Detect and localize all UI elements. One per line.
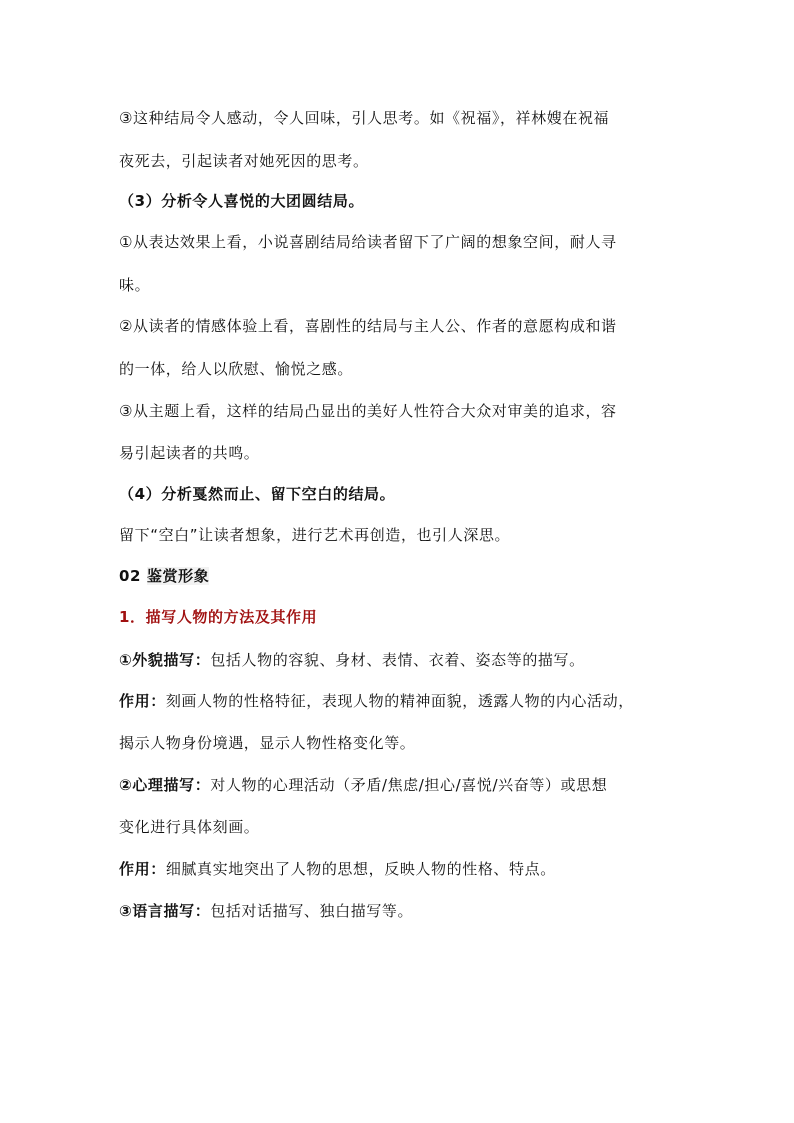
term-label: ③语言描写： <box>119 902 211 920</box>
paragraph-line: 揭示人物身份境遇，显示人物性格变化等。 <box>119 734 416 752</box>
subheading-4: （4）分析戛然而止、留下空白的结局。 <box>119 485 396 503</box>
term-text: 包括人物的容貌、身材、表情、衣着、姿态等的描写。 <box>210 651 585 669</box>
paragraph-line: 的一体，给人以欣慰、愉悦之感。 <box>119 360 354 378</box>
section-number: 02 <box>119 567 142 585</box>
paragraph-line: 易引起读者的共鸣。 <box>119 444 260 462</box>
definition-line <box>119 859 694 879</box>
definition-line <box>119 775 694 795</box>
subsection-heading: 1．描写人物的方法及其作用 <box>119 608 318 626</box>
definition-line <box>119 901 694 921</box>
paragraph-line: ③从主题上看，这样的结局凸显出的美好人性符合大众对审美的追求，容 <box>119 402 617 420</box>
term-label: ②心理描写： <box>119 776 211 794</box>
subheading-3: （3）分析令人喜悦的大团圆结局。 <box>119 192 365 210</box>
paragraph-line: 味。 <box>119 276 151 294</box>
paragraph-line: 变化进行具体刻画。 <box>119 818 260 836</box>
section-heading <box>119 566 694 586</box>
definition-line <box>119 650 694 670</box>
paragraph-line: 留下“空白”让读者想象，进行艺术再创造，也引人深思。 <box>119 526 511 544</box>
paragraph-line: 夜死去，引起读者对她死因的思考。 <box>119 152 369 170</box>
term-text: 细腻真实地突出了人物的思想，反映人物的性格、特点。 <box>165 860 556 878</box>
paragraph-line: ①从表达效果上看，小说喜剧结局给读者留下了广阔的想象空间，耐人寻 <box>119 233 617 251</box>
term-label: 作用： <box>119 860 166 878</box>
paragraph-line: ③这种结局令人感动，令人回味，引人思考。如《祝福》，祥林嫂在祝福 <box>119 109 610 127</box>
term-text: 包括对话描写、独白描写等。 <box>210 902 414 920</box>
term-label: ①外貌描写： <box>119 651 211 669</box>
term-text: 对人物的心理活动（矛盾/焦虑/担心/喜悦/兴奋等）或思想 <box>210 776 608 794</box>
paragraph-line: ②从读者的情感体验上看，喜剧性的结局与主人公、作者的意愿构成和谐 <box>119 317 617 335</box>
section-title: 鉴赏形象 <box>146 567 210 585</box>
term-label: 作用： <box>119 692 166 710</box>
term-text: 刻画人物的性格特征，表现人物的精神面貌，透露人物的内心活动， <box>165 692 634 710</box>
definition-line <box>119 691 694 711</box>
